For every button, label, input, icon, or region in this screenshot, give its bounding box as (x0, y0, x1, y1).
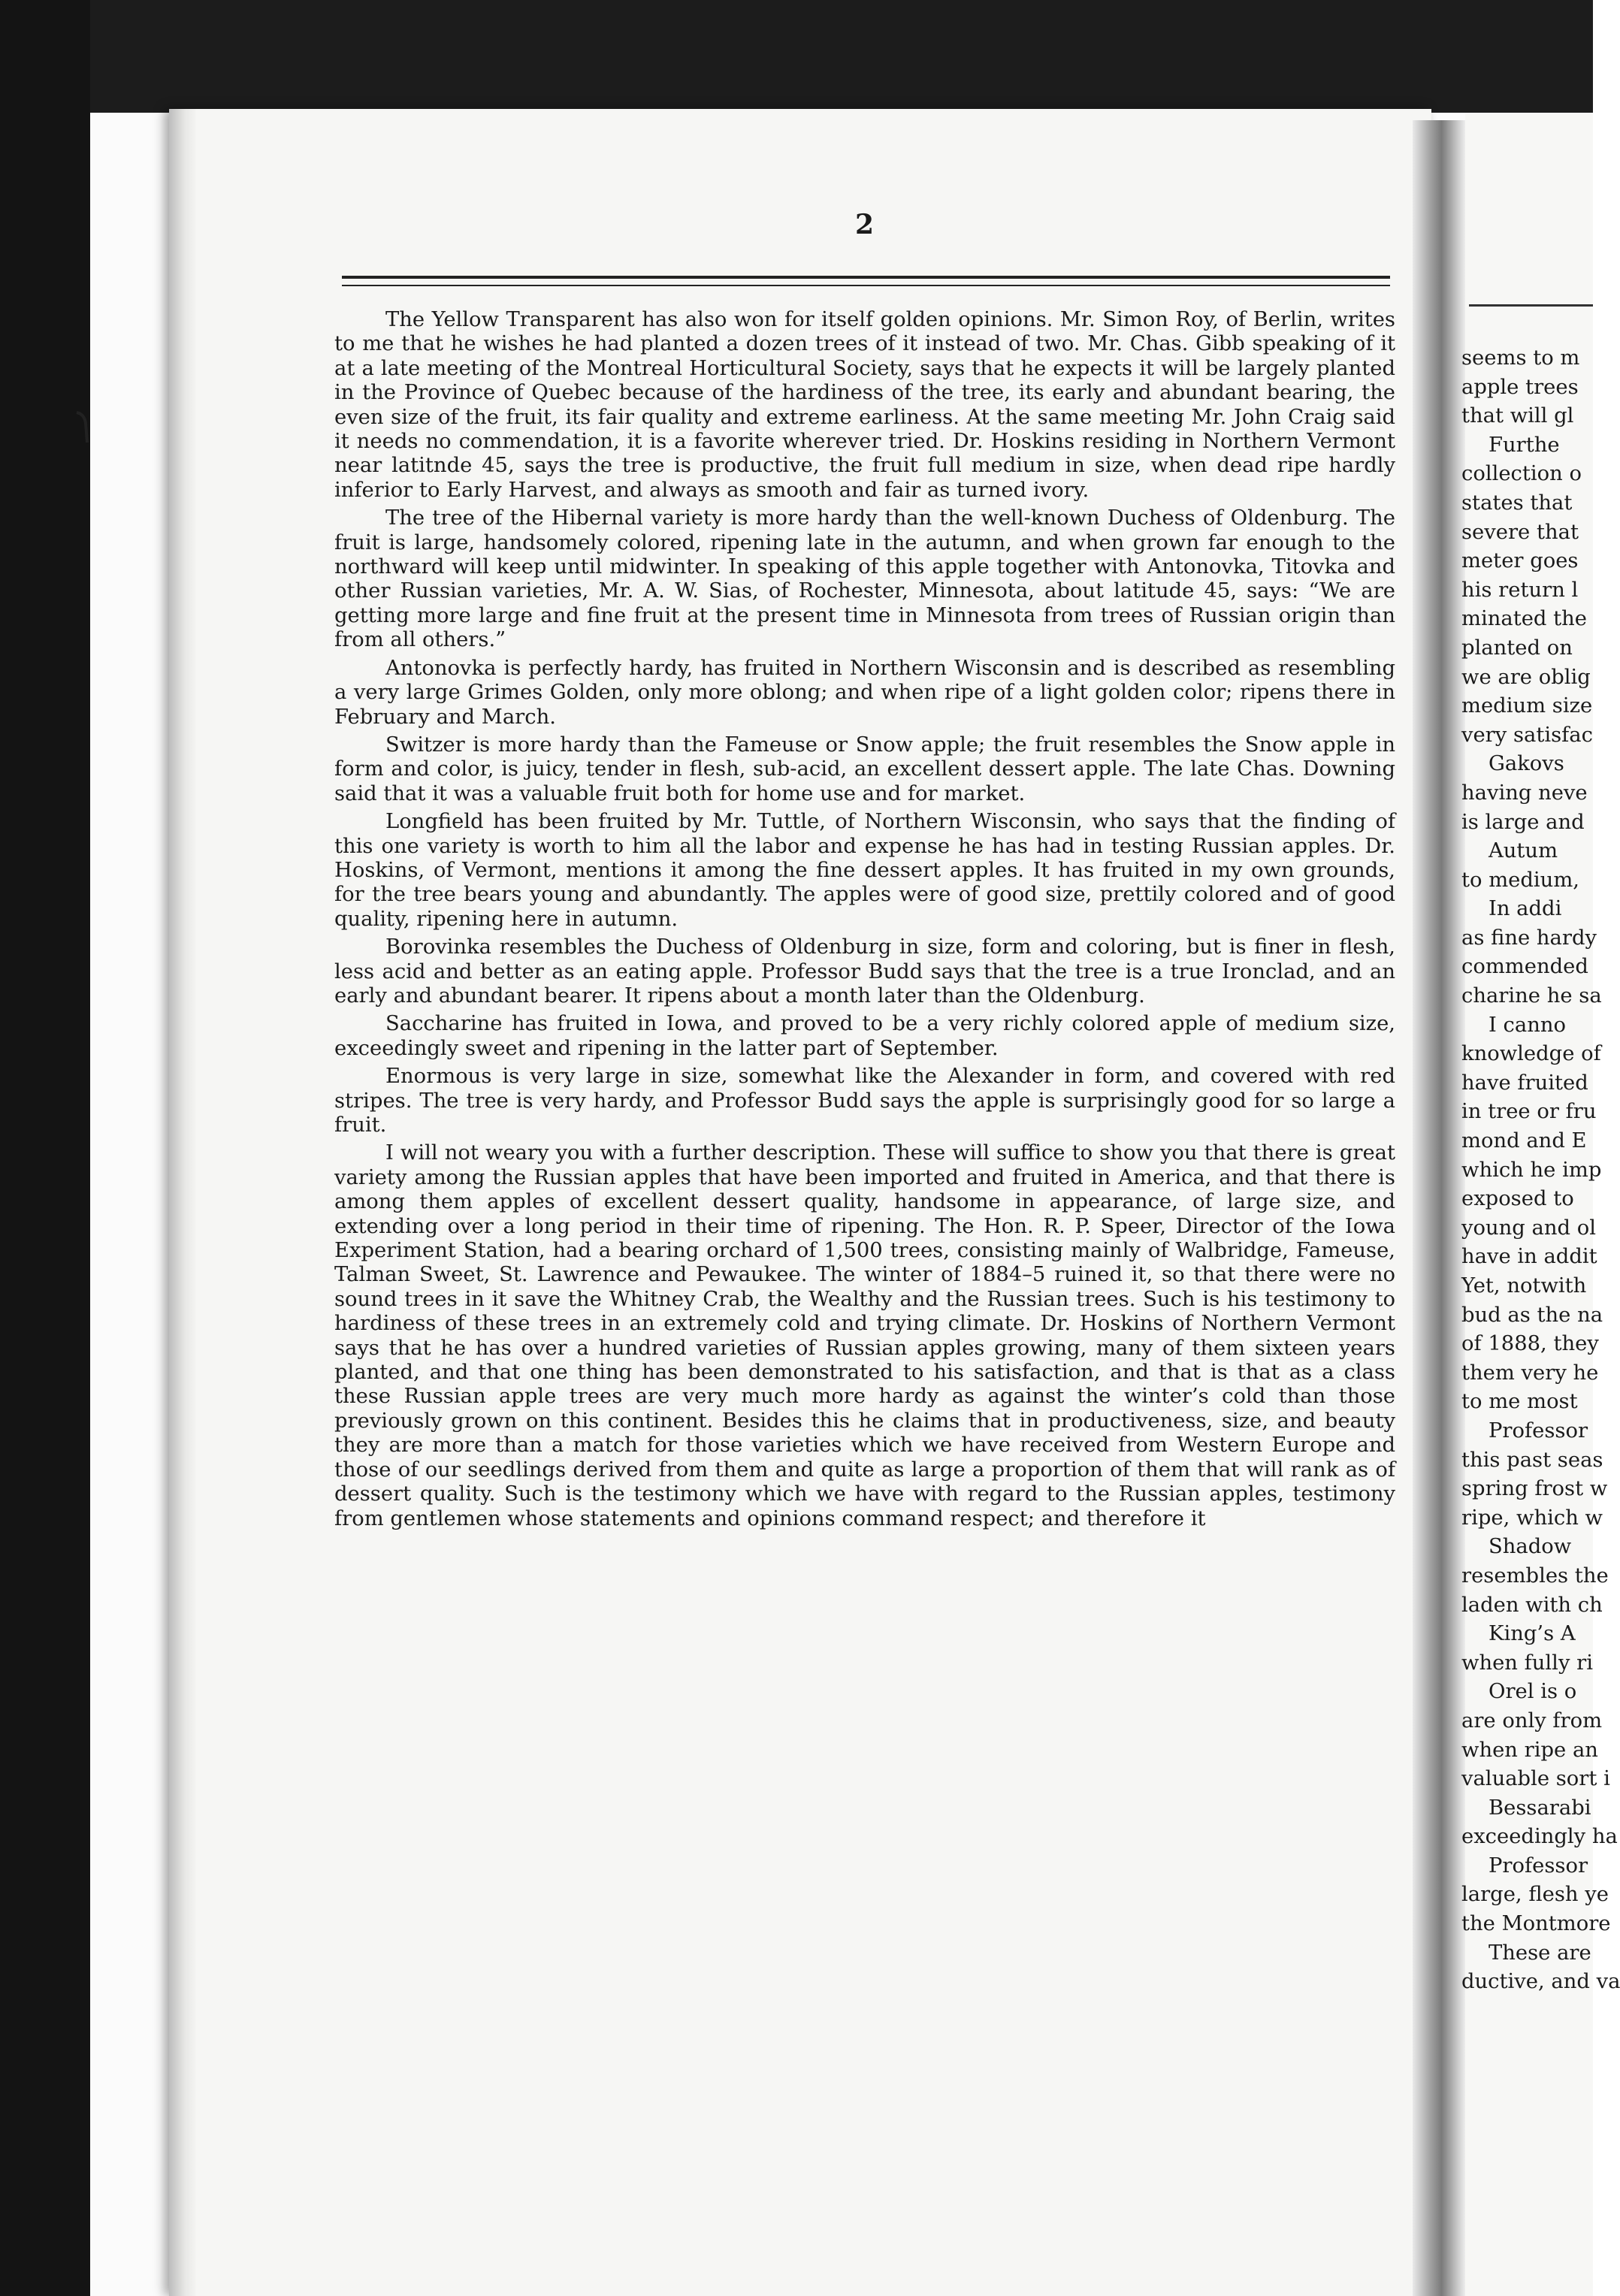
facing-page-line: apple trees (1461, 375, 1579, 399)
facing-page-line: young and ol (1461, 1216, 1596, 1240)
facing-page-line: seems to m (1461, 346, 1580, 370)
paragraph: The Yellow Transparent has also won for itself golden opinions. Mr. Simon Roy, of Berlin, writes to me that he wishes he had planted a dozen trees of it instead of two. Mr. Chas. Gibb speaking of it at a late meeting of the Montreal Horticultural Society, says that he expects it will be largely planted in the Province of Quebec because of the hardiness of the tree, its early and abundant bearing, the even size of the fruit, its fair quality and extreme earliness. At the same meeting Mr. John Craig said it needs no commendation, it is a favorite wherever tried. Dr. Hoskins residing in Northern Vermont near latitnde 45, says the tree is productive, the fruit full medium in size, when dead ripe hardly inferior to Early Harvest, and always as smooth and fair as turned ivory. (334, 308, 1395, 502)
facing-page-line: to me most (1461, 1390, 1578, 1414)
facing-page-line: Professor (1489, 1853, 1588, 1878)
facing-page-line: Furthe (1489, 433, 1560, 457)
facing-page-line: in tree or fru (1461, 1100, 1597, 1124)
facing-page-line: very satisfac (1461, 723, 1593, 747)
facing-page-line: bud as the na (1461, 1303, 1603, 1327)
scanner-bed-top (0, 0, 1593, 113)
facing-page-line: Yet, notwith (1461, 1274, 1587, 1298)
facing-page-line: having neve (1461, 781, 1588, 805)
facing-page-line: large, flesh ye (1461, 1883, 1609, 1907)
facing-page-line: spring frost w (1461, 1477, 1608, 1501)
paragraph: Enormous is very large in size, somewhat like the Alexander in form, and covered with red stripes. The tree is very hardy, and Professor Budd says the apple is surprisingly good for so large a fruit. (334, 1065, 1395, 1137)
facing-page-line: Orel is o (1489, 1680, 1577, 1704)
facing-page-line: that will gl (1461, 404, 1574, 428)
facing-page-line: These are (1489, 1941, 1591, 1965)
facing-page-line: commended (1461, 955, 1588, 979)
facing-page-line: knowledge of (1461, 1042, 1601, 1066)
facing-page-line: them very he (1461, 1361, 1599, 1385)
facing-page-line: I canno (1489, 1013, 1566, 1037)
facing-page-line: have fruited (1461, 1071, 1588, 1095)
facing-page-line: Gakovs (1489, 752, 1564, 776)
facing-page-text (1461, 344, 1620, 1997)
facing-page-line: minated the (1461, 607, 1588, 631)
facing-page-line: planted on (1461, 636, 1573, 660)
facing-page-line: charine he sa (1461, 984, 1602, 1008)
facing-page-line: severe that (1461, 520, 1579, 544)
facing-page-line: we are oblig (1461, 665, 1591, 689)
facing-page-line: meter goes (1461, 549, 1579, 573)
facing-page-line: mond and E (1461, 1129, 1587, 1153)
facing-page-line: is large and (1461, 810, 1585, 834)
facing-page-line: Professor (1489, 1418, 1588, 1443)
facing-page-line: the Montmore (1461, 1912, 1611, 1936)
facing-page-line: In addi (1489, 897, 1562, 921)
book-spine (1413, 120, 1465, 2296)
facing-page-line: Bessarabi (1489, 1796, 1591, 1820)
left-page-edge (169, 109, 196, 2296)
facing-page-line: Shadow (1489, 1535, 1572, 1559)
facing-page-line: have in addit (1461, 1245, 1597, 1269)
header-rule-thick (342, 276, 1390, 279)
facing-page-line: medium size (1461, 694, 1593, 718)
facing-page-line: laden with ch (1461, 1593, 1603, 1617)
margin-mark (75, 409, 90, 446)
facing-page-line: when fully ri (1461, 1651, 1593, 1675)
facing-page-line: as fine hardy (1461, 926, 1597, 950)
facing-page-line: exposed to (1461, 1187, 1574, 1211)
header-rule-thin (342, 285, 1390, 286)
paragraph: I will not weary you with a further description. These will suffice to show you that there is great variety among the Russian apples that have been imported and fruited in America, and that there is among them apples of excellent dessert quality, handsome in appearance, of large size, and extending over a long period in their time of ripening. The Hon. R. P. Speer, Director of the Iowa Experiment Station, had a bearing orchard of 1,500 trees, consisting mainly of Walbridge, Fameuse, Talman Sweet, St. Lawrence and Pewaukee. The winter of 1884–5 ruined it, so that there were no sound trees in it save the Whitney Crab, the Wealthy and the Russian trees. Such is his testimony to hardiness of these trees in an extremely cold and trying climate. Dr. Hoskins of Northern Vermont says that he has over a hundred varieties of Russian apples growing, many of them sixteen years planted, and that one thing has been demonstrated to his satisfaction, and that is that as a class these Russian apple trees are very much more hardy as against the winter’s cold than those previously grown on this continent. Besides this he claims that in productiveness, size, and beauty they are more than a match for those varieties which we have received from Western Europe and those of our seedlings derived from them and quite as large a proportion of them that will rank as of dessert quality. Such is the testimony which we have with regard to the Russian apples, testimony from gentlemen whose statements and opinions command respect; and therefore it (334, 1141, 1395, 1530)
facing-page-line: Autum (1489, 839, 1558, 863)
facing-page-line: exceedingly ha (1461, 1825, 1618, 1849)
facing-page-line: this past seas (1461, 1448, 1603, 1472)
facing-page-line: when ripe an (1461, 1738, 1598, 1762)
facing-page-line: states that (1461, 491, 1573, 515)
facing-page-line: to medium, (1461, 868, 1580, 892)
facing-page-line: King’s A (1489, 1622, 1576, 1646)
page-number: 2 (855, 209, 875, 240)
paragraph: Antonovka is perfectly hardy, has fruited in Northern Wisconsin and is described as resembling a very large Grimes Golden, only more oblong; and when ripe of a light golden color; ripens there in February and March. (334, 656, 1395, 729)
facing-page-line: collection o (1461, 462, 1582, 486)
body-text (334, 308, 1395, 1535)
facing-page-line: of 1888, they (1461, 1332, 1599, 1356)
facing-page-line: valuable sort i (1461, 1767, 1610, 1791)
paragraph: The tree of the Hibernal variety is more hardy than the well-known Duchess of Oldenburg. The fruit is large, handsomely colored, ripening late in the autumn, and when grown far enough to the northward will keep until midwinter. In speaking of this apple together with Antonovka, Titovka and other Russian varieties, Mr. A. W. Sias, of Rochester, Minnesota, about latitude 45, says: “We are getting more large and fine fruit at the present time in Minnesota from trees of Russian origin than from all others.” (334, 506, 1395, 652)
facing-page-line: ductive, and va (1461, 1970, 1620, 1994)
facing-page-rule (1469, 304, 1593, 307)
facing-page-line: ripe, which w (1461, 1506, 1603, 1530)
paragraph: Switzer is more hardy than the Fameuse or Snow apple; the fruit resembles the Snow apple in form and color, is juicy, tender in flesh, sub-acid, an excellent dessert apple. The late Chas. Downing said that it was a valuable fruit both for home use and for market. (334, 733, 1395, 805)
facing-page-line: are only from (1461, 1708, 1603, 1733)
facing-page-line: his return l (1461, 578, 1579, 602)
facing-page-line: which he imp (1461, 1158, 1602, 1182)
scanner-bed-left (0, 0, 90, 2296)
paragraph: Saccharine has fruited in Iowa, and proved to be a very richly colored apple of medium size, exceedingly sweet and ripening in the latter part of September. (334, 1012, 1395, 1060)
paragraph: Longfield has been fruited by Mr. Tuttle, of Northern Wisconsin, who says that the finding of this one variety is worth to him all the labor and expense he has had in testing Russian apples. Dr. Hoskins, of Vermont, mentions it among the fine dessert apples. It has fruited in my own grounds, for the tree bears young and abundantly. The apples were of good size, prettily colored and of good quality, ripening here in autumn. (334, 810, 1395, 931)
facing-page-line: resembles the (1461, 1563, 1609, 1588)
paragraph: Borovinka resembles the Duchess of Oldenburg in size, form and coloring, but is finer in flesh, less acid and better as an eating apple. Professor Budd says that the tree is a true Ironclad, and an early and abundant bearer. It ripens about a month later than the Oldenburg. (334, 935, 1395, 1008)
